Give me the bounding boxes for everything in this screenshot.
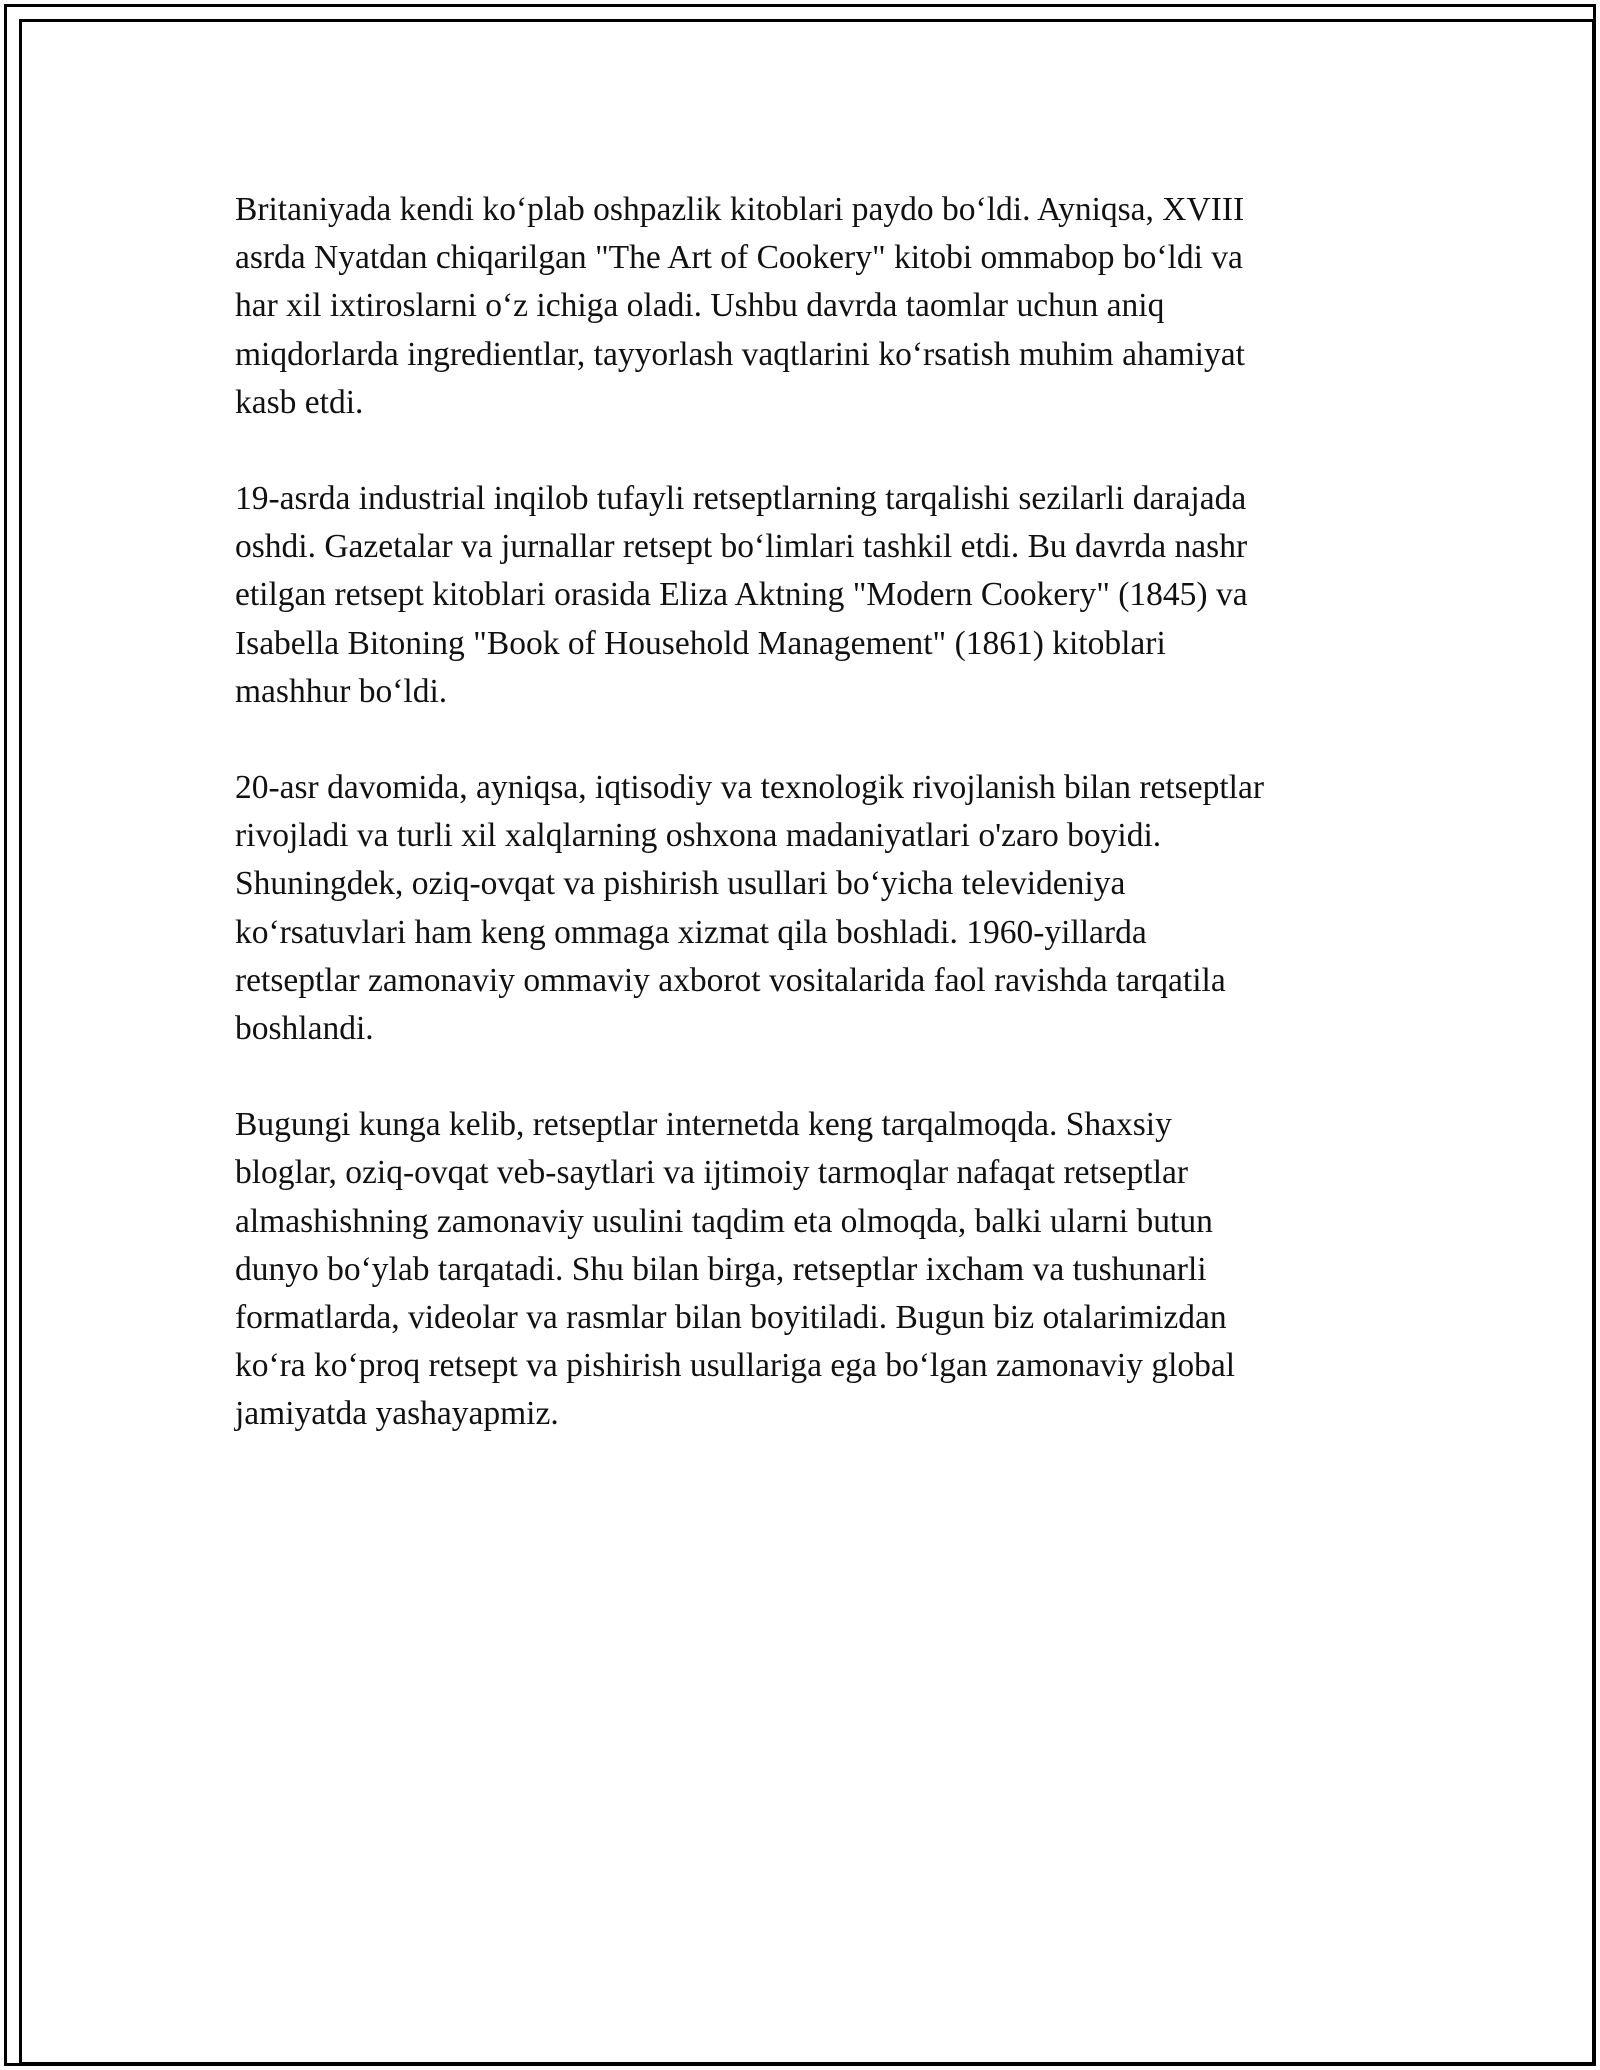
paragraph-2: 19-asrda industrial inqilob tufayli retseptlarning tarqalishi sezilarli darajada oshdi. Gazetalar va jurnallar retsept boʻlimlari tashkil etdi. Bu davrda nashr etilgan retsept kitoblari orasida Eliza Aktning "Modern Cookery" (1845) va Isabella Bitoning "Book of Household Management" (1861) kitoblari mashhur boʻldi. xyxy=(235,480,1248,710)
paragraph-1: Britaniyada kendi koʻplab oshpazlik kitoblari paydo boʻldi. Ayniqsa, XVIII asrda Nyatdan chiqarilgan "The Art of Cookery" kitobi ommabop boʻldi va har xil ixtiroslarni oʻz ichiga oladi. Ushbu davrda taomlar uchun aniq miqdorlarda ingredientlar, tayyorlash vaqtlarini koʻrsatish muhim ahamiyat kasb etdi. xyxy=(235,191,1245,421)
paragraph-4: Bugungi kunga kelib, retseptlar internetda keng tarqalmoqda. Shaxsiy bloglar, oziq-ovqat veb-saytlari va ijtimoiy tarmoqlar nafaqat retseptlar almashishning zamonaviy usulini taqdim eta olmoqda, balki ularni butun dunyo boʻylab tarqatadi. Shu bilan birga, retseptlar ixcham va tushunarli formatlarda, videolar va rasmlar bilan boyitiladi. Bugun biz otalarimizdan koʻra koʻproq retsept va pishirish usullariga ega boʻlgan zamonaviy global jamiyatda yashayapmiz. xyxy=(235,1106,1236,1433)
paragraph-3: 20-asr davomida, ayniqsa, iqtisodiy va texnologik rivojlanish bilan retseptlar rivojladi va turli xil xalqlarning oshxona madaniyatlari o'zaro boyidi. Shuningdek, oziq-ovqat va pishirish usullari boʻyicha televideniya koʻrsatuvlari ham keng ommaga xizmat qila boshladi. 1960-yillarda retseptlar zamonaviy ommaviy axborot vositalarida faol ravishda tarqatila boshlandi. xyxy=(235,769,1264,1048)
document-body xyxy=(235,186,1365,1487)
